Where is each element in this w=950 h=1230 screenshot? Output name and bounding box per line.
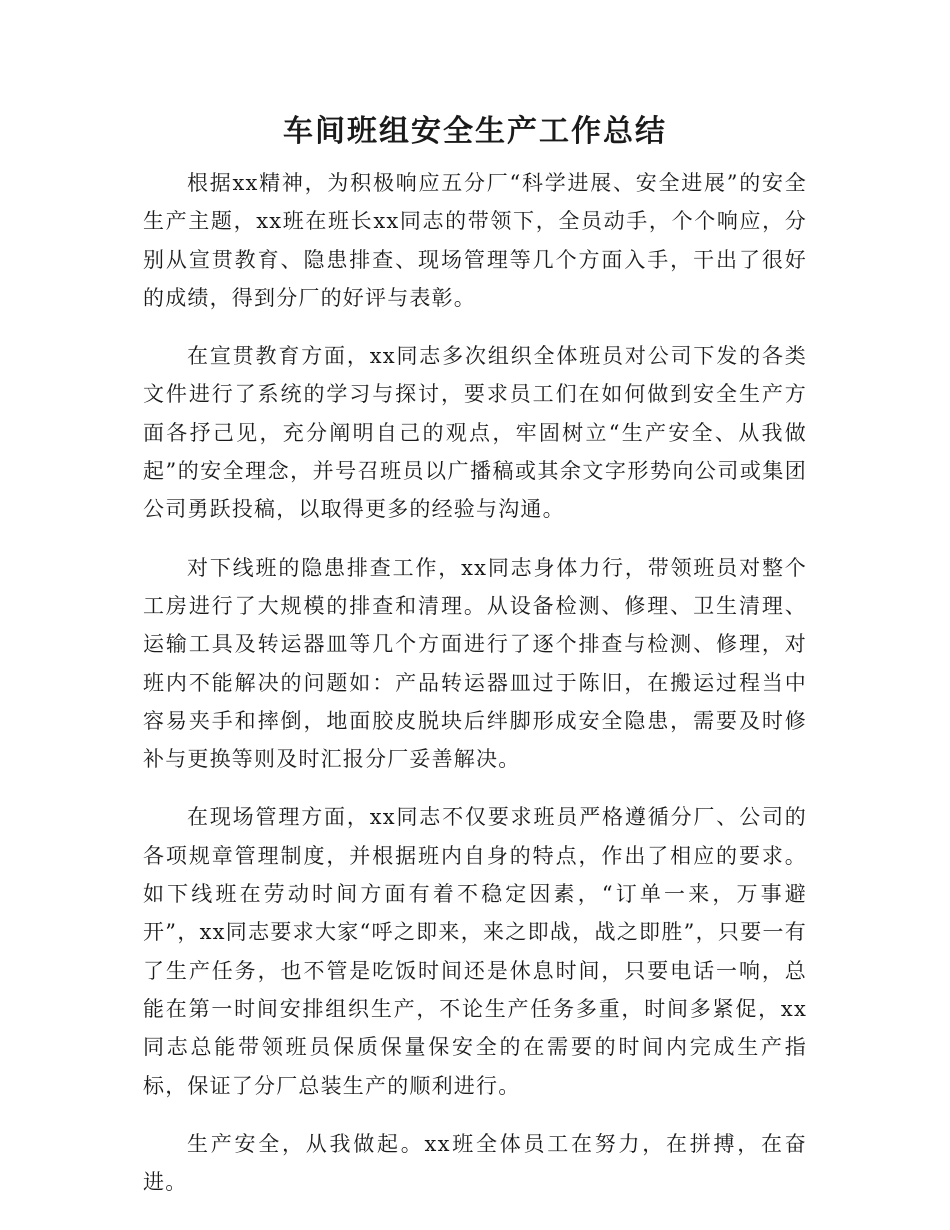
paragraph-education: 在宣贯教育方面，xx同志多次组织全体班员对公司下发的各类文件进行了系统的学习与探讨，要求员工们在如何做到安全生产方面各抒己见，充分阐明自己的观点，牢固树立“生产安全、从我做起”的安全理念，并号召班员以广播稿或其余文字形势向公司或集团公司勇跃投稿，以取得更多的经验与沟通。 [143, 344, 807, 522]
paragraph-intro: 根据xx精神，为积极响应五分厂“科学进展、安全进展”的安全生产主题，xx班在班长xx同志的带领下，全员动手，个个响应，分别从宣贯教育、隐患排查、现场管理等几个方面入手，干出了很好的成绩，得到分厂的好评与表彰。 [143, 171, 807, 310]
paragraph-conclusion: 生产安全，从我做起。xx班全体员工在努力，在拼搏，在奋进。 [143, 1131, 807, 1195]
paragraph-hazard-check: 对下线班的隐患排查工作，xx同志身体力行，带领班员对整个工房进行了大规模的排查和清理。从设备检测、修理、卫生清理、运输工具及转运器皿等几个方面进行了逐个排查与检测、修理，对班内不能解决的问题如：产品转运器皿过于陈旧，在搬运过程当中容易夹手和摔倒，地面胶皮脱块后绊脚形成安全隐患，需要及时修补与更换等则及时汇报分厂妥善解决。 [143, 555, 807, 772]
paragraph-site-management: 在现场管理方面，xx同志不仅要求班员严格遵循分厂、公司的各项规章管理制度，并根据班内自身的特点，作出了相应的要求。如下线班在劳动时间方面有着不稳定因素，“订单一来，万事避开”，xx同志要求大家“呼之即来，来之即战，战之即胜”，只要一有了生产任务，也不管是吃饭时间还是休息时间，只要电话一响，总能在第一时间安排组织生产，不论生产任务多重，时间多紧促，xx同志总能带领班员保质保量保安全的在需要的时间内完成生产指标，保证了分厂总装生产的顺利进行。 [143, 805, 807, 1098]
document-body [143, 164, 807, 1221]
document-title: 车间班组安全生产工作总结 [283, 114, 667, 149]
